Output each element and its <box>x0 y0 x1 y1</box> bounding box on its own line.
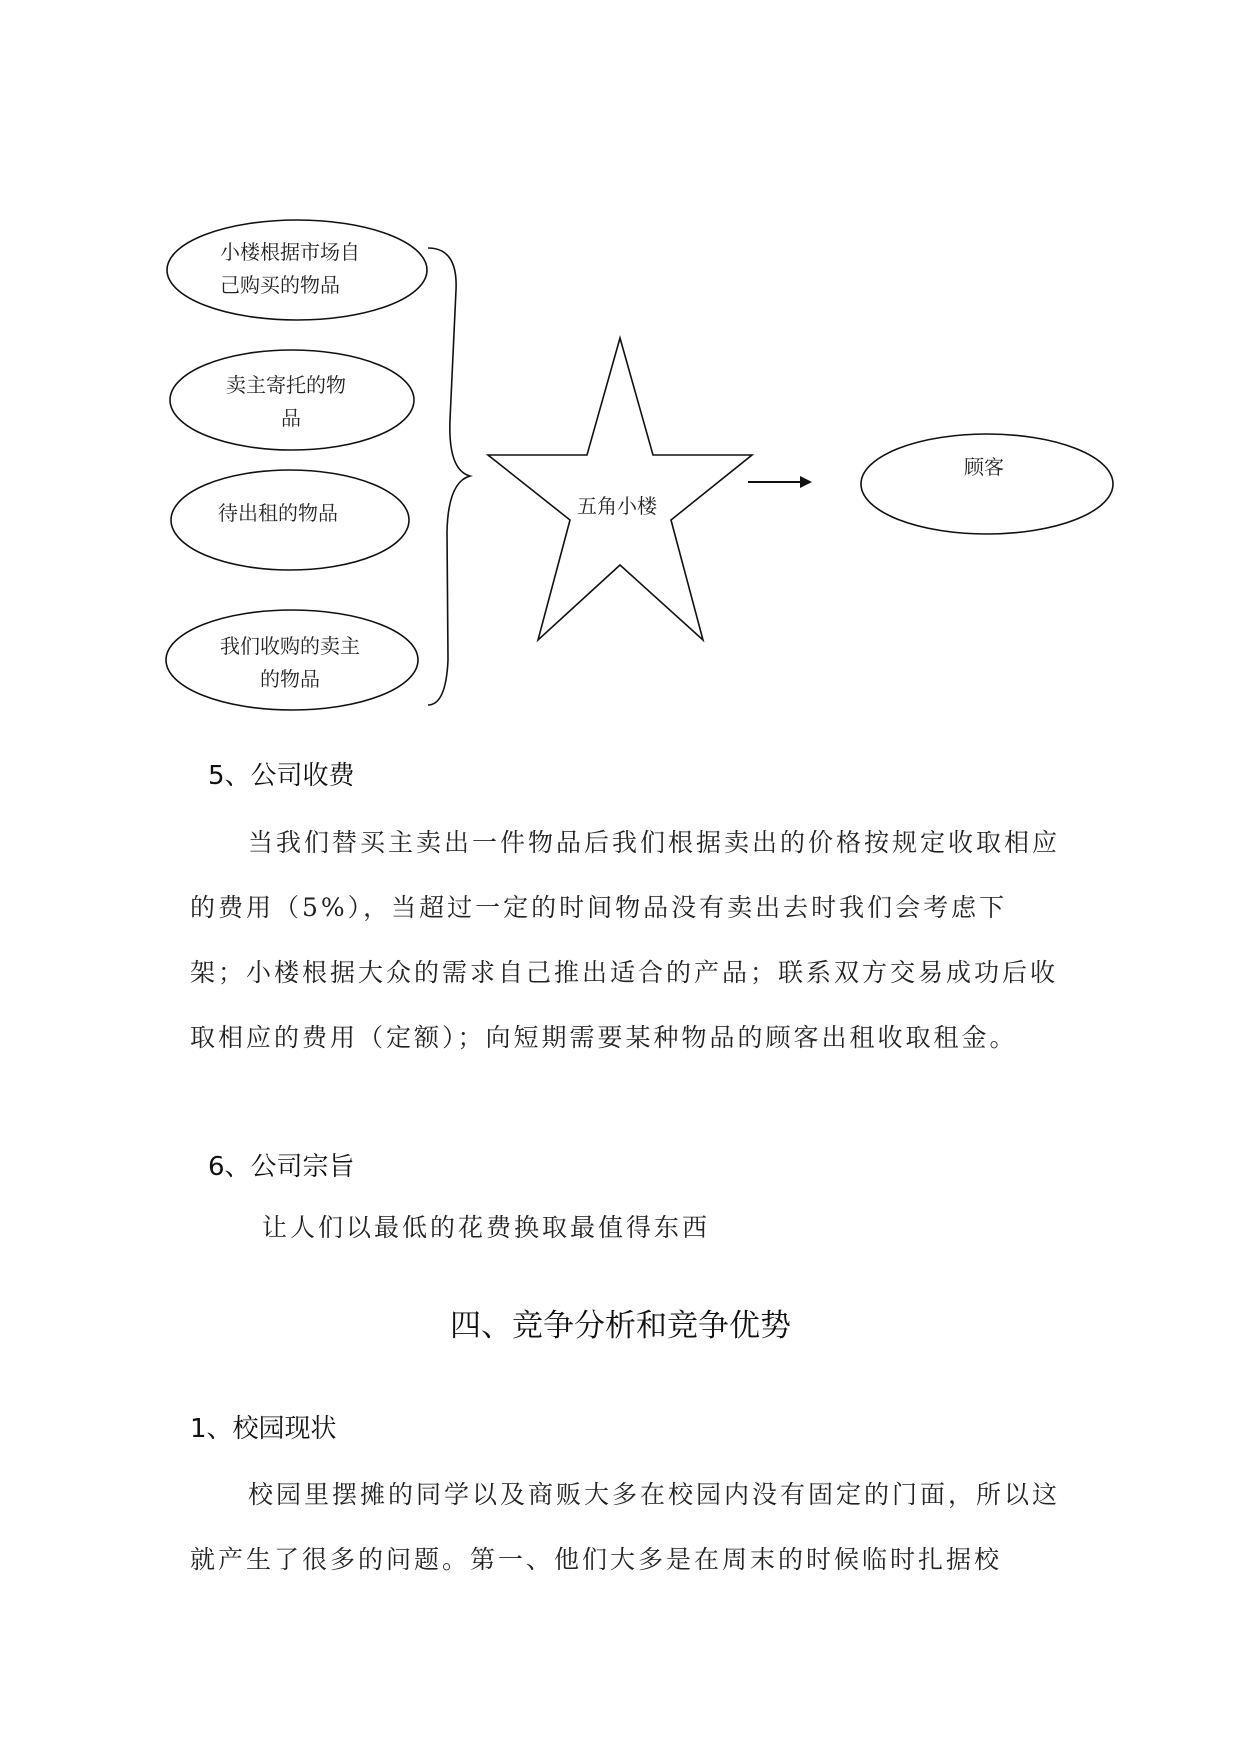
source-2-line-1: 卖主寄托的物 <box>226 373 346 397</box>
source-3-text <box>218 497 338 530</box>
source-1-text <box>220 236 360 302</box>
purpose-paragraph <box>262 1195 1062 1260</box>
source-4-line-2: 的物品 <box>260 667 320 691</box>
business-flow-diagram <box>0 0 1241 720</box>
source-1-line-1: 小楼根据市场自 <box>220 240 360 264</box>
fees-heading: 5、公司收费 <box>208 761 355 791</box>
purpose-body: 让人们以最低的花费换取最值得东西 <box>262 1213 711 1242</box>
campus-heading: 1、校园现状 <box>190 1414 337 1444</box>
center-star <box>488 338 752 640</box>
target-label: 顾客 <box>964 455 1004 479</box>
center-label: 五角小楼 <box>577 494 657 518</box>
fees-paragraph <box>190 810 1060 1070</box>
flow-arrow-head <box>800 476 812 488</box>
chapter-title: 四、竞争分析和竞争优势 <box>450 1308 791 1344</box>
source-4-line-1: 我们收购的卖主 <box>220 634 360 658</box>
source-1-line-2: 己购买的物品 <box>220 273 340 297</box>
source-2-text <box>226 369 346 435</box>
grouping-brace <box>428 248 470 705</box>
fees-body: 当我们替买主卖出一件物品后我们根据卖出的价格按规定收取相应的费用（5%），当超过一定的时间物品没有卖出去时我们会考虑下架；小楼根据大众的需求自己推出适合的产品；联系双方交易成功后收取相应的费用（定额）；向短期需要某种物品的顾客出租收取租金。 <box>190 828 1061 1052</box>
campus-body: 校园里摆摊的同学以及商贩大多在校园内没有固定的门面，所以这就产生了很多的问题。第一、他们大多是在周末的时候临时扎据校 <box>190 1480 1061 1574</box>
campus-paragraph <box>190 1462 1060 1592</box>
purpose-heading: 6、公司宗旨 <box>208 1152 355 1182</box>
source-4-text <box>220 630 360 696</box>
source-2-line-2: 品 <box>281 406 301 430</box>
source-3-line-1: 待出租的物品 <box>218 501 338 525</box>
target-ellipse <box>861 434 1113 534</box>
